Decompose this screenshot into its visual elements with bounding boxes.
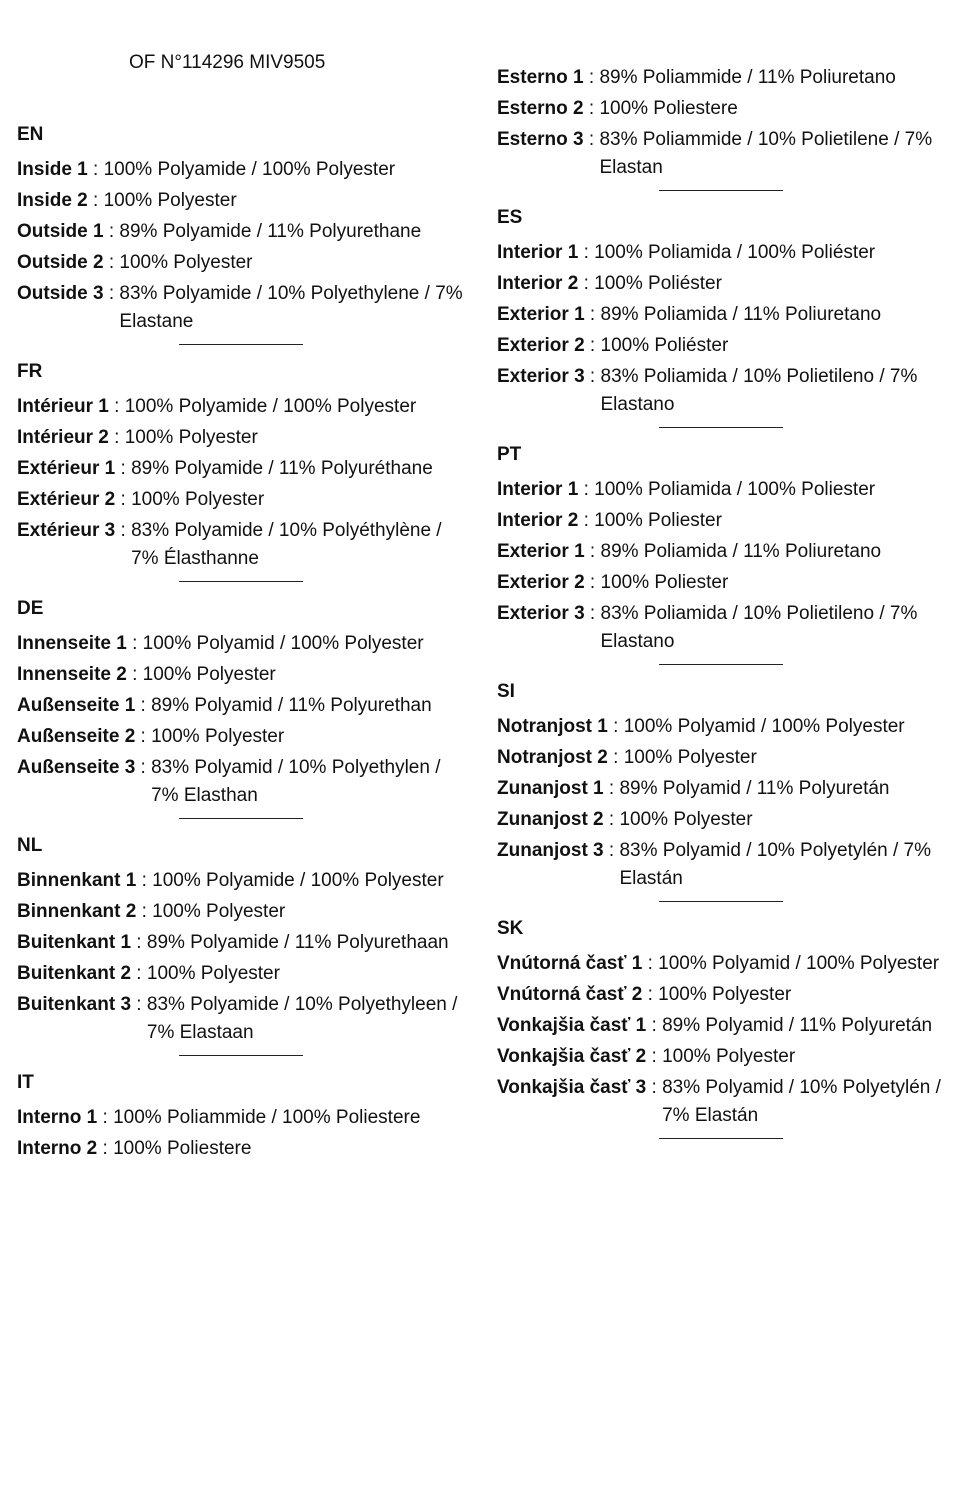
composition-value: 100% Polyamide / 100% Polyester — [152, 870, 444, 891]
composition-row — [17, 661, 467, 689]
composition-value: 100% Polyamid / 100% Polyester — [658, 953, 940, 974]
composition-value: 100% Polyamid / 100% Polyester — [142, 633, 424, 654]
colon: : — [584, 304, 601, 325]
composition-row — [17, 1104, 467, 1132]
composition-value: 89% Poliammide / 11% Poliuretano — [599, 67, 896, 88]
colon: : — [97, 1107, 114, 1128]
colon: : — [578, 510, 595, 531]
colon: : — [108, 396, 125, 417]
part-label: Interior 2 — [497, 510, 579, 531]
colon: : — [607, 747, 624, 768]
part-label: Zunanjost 1 — [497, 778, 604, 799]
colon: : — [584, 366, 601, 387]
composition-row — [17, 249, 467, 277]
composition-row — [17, 1135, 467, 1163]
composition-row — [17, 517, 467, 573]
colon: : — [578, 479, 595, 500]
composition-value: 83% Poliamida / 10% Polietileno / 7% Elastano — [600, 603, 918, 652]
composition-row — [497, 713, 947, 741]
section-divider — [179, 581, 303, 582]
composition-value: 100% Poliéster — [594, 273, 722, 294]
composition-row — [17, 692, 467, 720]
part-label: Extérieur 2 — [17, 489, 116, 510]
composition-value: 100% Polyester — [146, 963, 280, 984]
composition-row — [17, 218, 467, 246]
composition-value: 83% Polyamid / 10% Polyetylén / 7% Elastán — [662, 1077, 941, 1126]
colon: : — [136, 870, 153, 891]
colon: : — [646, 1015, 663, 1036]
composition-value: 100% Polyester — [152, 901, 286, 922]
composition-value: 89% Poliamida / 11% Poliuretano — [600, 541, 882, 562]
colon: : — [584, 572, 601, 593]
composition-row — [17, 156, 467, 184]
part-label: Inside 1 — [17, 159, 88, 180]
part-label: Außenseite 1 — [17, 695, 136, 716]
colon: : — [603, 809, 620, 830]
colon: : — [131, 963, 147, 984]
colon: : — [97, 1138, 114, 1159]
colon: : — [131, 932, 147, 953]
part-label: Exterior 3 — [497, 366, 585, 387]
colon: : — [115, 489, 132, 510]
colon: : — [584, 335, 601, 356]
colon: : — [584, 603, 601, 624]
composition-row — [497, 126, 947, 182]
section-divider — [659, 664, 783, 665]
composition-value: 100% Polyester — [151, 726, 285, 747]
composition-row — [497, 507, 947, 535]
part-label: Extérieur 1 — [17, 458, 116, 479]
part-label: Outside 1 — [17, 221, 104, 242]
composition-row — [497, 744, 947, 772]
part-label: Esterno 2 — [497, 98, 584, 119]
composition-row — [17, 991, 467, 1047]
part-label: Intérieur 2 — [17, 427, 109, 448]
part-label: Esterno 1 — [497, 67, 584, 88]
colon: : — [135, 726, 152, 747]
part-label: Innenseite 1 — [17, 633, 127, 654]
composition-value: 100% Polyester — [131, 489, 265, 510]
composition-row — [17, 455, 467, 483]
part-label: Vnútorná časť 2 — [497, 984, 643, 1005]
colon: : — [583, 129, 600, 150]
composition-value: 89% Polyamid / 11% Polyuretán — [662, 1015, 933, 1036]
composition-value: 100% Polyester — [662, 1046, 796, 1067]
colon: : — [578, 242, 595, 263]
language-heading: PT — [497, 444, 522, 465]
colon: : — [646, 1077, 663, 1098]
part-label: Notranjost 2 — [497, 747, 608, 768]
composition-value: 83% Polyamid / 10% Polyetylén / 7% Elastán — [619, 840, 932, 889]
colon: : — [642, 953, 659, 974]
composition-row — [497, 1074, 947, 1130]
composition-row — [497, 981, 947, 1009]
composition-row — [497, 363, 947, 419]
colon: : — [115, 520, 132, 541]
colon: : — [583, 98, 600, 119]
language-heading: DE — [17, 598, 44, 619]
part-label: Buitenkant 3 — [17, 994, 132, 1015]
language-heading: SK — [497, 918, 524, 939]
part-label: Außenseite 2 — [17, 726, 136, 747]
language-heading: SI — [497, 681, 515, 702]
composition-value: 83% Polyamide / 10% Polyethylene / 7% Elastane — [119, 283, 463, 332]
composition-row — [497, 239, 947, 267]
part-label: Exterior 2 — [497, 335, 585, 356]
part-label: Binnenkant 1 — [17, 870, 137, 891]
colon: : — [103, 221, 120, 242]
composition-value: 100% Poliamida / 100% Poliester — [594, 479, 876, 500]
language-heading: NL — [17, 835, 43, 856]
composition-row — [17, 723, 467, 751]
colon: : — [646, 1046, 663, 1067]
composition-value: 100% Polyester — [658, 984, 792, 1005]
composition-value: 89% Poliamida / 11% Poliuretano — [600, 304, 882, 325]
colon: : — [584, 541, 601, 562]
colon: : — [108, 427, 125, 448]
composition-value: 89% Polyamide / 11% Polyuréthane — [131, 458, 433, 479]
part-label: Exterior 2 — [497, 572, 585, 593]
colon: : — [126, 664, 143, 685]
composition-row — [17, 424, 467, 452]
part-label: Außenseite 3 — [17, 757, 136, 778]
composition-row — [497, 837, 947, 893]
colon: : — [87, 190, 104, 211]
part-label: Exterior 1 — [497, 304, 585, 325]
composition-row — [497, 775, 947, 803]
part-label: Exterior 1 — [497, 541, 585, 562]
composition-value: 100% Polyester — [103, 190, 237, 211]
composition-row — [497, 1012, 947, 1040]
colon: : — [642, 984, 659, 1005]
section-divider — [659, 190, 783, 191]
part-label: Interior 2 — [497, 273, 579, 294]
part-label: Exterior 3 — [497, 603, 585, 624]
composition-value: 89% Polyamid / 11% Polyuretán — [619, 778, 890, 799]
composition-row — [17, 630, 467, 658]
composition-value: 100% Poliestere — [113, 1138, 252, 1159]
composition-value: 100% Poliester — [594, 510, 722, 531]
colon: : — [603, 778, 620, 799]
composition-value: 100% Polyester — [124, 427, 258, 448]
section-divider — [179, 1055, 303, 1056]
composition-row — [17, 898, 467, 926]
composition-row — [497, 569, 947, 597]
composition-row — [17, 393, 467, 421]
composition-value: 83% Polyamide / 10% Polyethyleen / 7% Elastaan — [146, 994, 458, 1043]
composition-row — [497, 332, 947, 360]
colon: : — [607, 716, 624, 737]
part-label: Interno 2 — [17, 1138, 98, 1159]
colon: : — [87, 159, 104, 180]
part-label: Vnútorná časť 1 — [497, 953, 643, 974]
composition-value: 100% Poliamida / 100% Poliéster — [594, 242, 876, 263]
part-label: Interno 1 — [17, 1107, 98, 1128]
right-column — [497, 64, 947, 1155]
composition-value: 100% Polyester — [619, 809, 753, 830]
part-label: Outside 2 — [17, 252, 104, 273]
language-heading: IT — [17, 1072, 34, 1093]
composition-row — [17, 960, 467, 988]
composition-value: 100% Polyester — [142, 664, 276, 685]
part-label: Buitenkant 1 — [17, 932, 132, 953]
section-divider — [659, 901, 783, 902]
composition-value: 100% Polyamide / 100% Polyester — [124, 396, 417, 417]
composition-row — [497, 1043, 947, 1071]
composition-value: 89% Polyamide / 11% Polyurethaan — [146, 932, 449, 953]
colon: : — [578, 273, 595, 294]
colon: : — [603, 840, 620, 861]
order-number: OF N°114296 MIV9505 — [129, 52, 326, 73]
part-label: Interior 1 — [497, 242, 579, 263]
part-label: Zunanjost 2 — [497, 809, 604, 830]
part-label: Inside 2 — [17, 190, 88, 211]
composition-value: 100% Polyamide / 100% Polyester — [103, 159, 396, 180]
colon: : — [131, 994, 147, 1015]
composition-row — [497, 806, 947, 834]
colon: : — [103, 252, 120, 273]
composition-value: 89% Polyamid / 11% Polyurethan — [151, 695, 432, 716]
composition-value: 100% Poliestere — [599, 98, 738, 119]
part-label: Vonkajšia časť 3 — [497, 1077, 647, 1098]
composition-row — [497, 600, 947, 656]
composition-row — [17, 486, 467, 514]
part-label: Intérieur 1 — [17, 396, 109, 417]
colon: : — [583, 67, 600, 88]
composition-row — [17, 929, 467, 957]
composition-row — [17, 867, 467, 895]
composition-row — [497, 270, 947, 298]
part-label: Innenseite 2 — [17, 664, 127, 685]
section-divider — [179, 344, 303, 345]
composition-row — [497, 950, 947, 978]
composition-value: 100% Poliammide / 100% Poliestere — [113, 1107, 421, 1128]
composition-value: 83% Poliamida / 10% Polietileno / 7% Elastano — [600, 366, 918, 415]
composition-value: 100% Polyester — [623, 747, 757, 768]
part-label: Vonkajšia časť 1 — [497, 1015, 647, 1036]
part-label: Zunanjost 3 — [497, 840, 604, 861]
composition-value: 100% Polyester — [119, 252, 253, 273]
language-heading: FR — [17, 361, 43, 382]
part-label: Extérieur 3 — [17, 520, 116, 541]
language-heading: EN — [17, 124, 44, 145]
composition-row — [497, 301, 947, 329]
section-divider — [659, 427, 783, 428]
language-heading: ES — [497, 207, 523, 228]
colon: : — [135, 695, 152, 716]
colon: : — [136, 901, 153, 922]
composition-value: 83% Poliammide / 10% Polietilene / 7% Elastan — [599, 129, 933, 178]
left-column — [17, 124, 467, 1166]
composition-value: 100% Polyamid / 100% Polyester — [623, 716, 905, 737]
part-label: Binnenkant 2 — [17, 901, 137, 922]
section-divider — [659, 1138, 783, 1139]
part-label: Buitenkant 2 — [17, 963, 132, 984]
composition-row — [497, 95, 947, 123]
composition-value: 100% Poliester — [600, 572, 729, 593]
composition-row — [497, 476, 947, 504]
section-divider — [179, 818, 303, 819]
composition-value: 89% Polyamide / 11% Polyurethane — [119, 221, 422, 242]
composition-value: 83% Polyamide / 10% Polyéthylène / 7% Élasthanne — [131, 520, 442, 569]
composition-row — [497, 64, 947, 92]
colon: : — [103, 283, 120, 304]
composition-row — [17, 280, 467, 336]
colon: : — [126, 633, 143, 654]
composition-value: 83% Polyamid / 10% Polyethylen / 7% Elasthan — [151, 757, 441, 806]
composition-row — [17, 754, 467, 810]
part-label: Esterno 3 — [497, 129, 584, 150]
colon: : — [115, 458, 132, 479]
composition-row — [497, 538, 947, 566]
composition-value: 100% Poliéster — [600, 335, 729, 356]
part-label: Interior 1 — [497, 479, 579, 500]
colon: : — [135, 757, 152, 778]
part-label: Notranjost 1 — [497, 716, 608, 737]
composition-row — [17, 187, 467, 215]
part-label: Vonkajšia časť 2 — [497, 1046, 647, 1067]
part-label: Outside 3 — [17, 283, 104, 304]
